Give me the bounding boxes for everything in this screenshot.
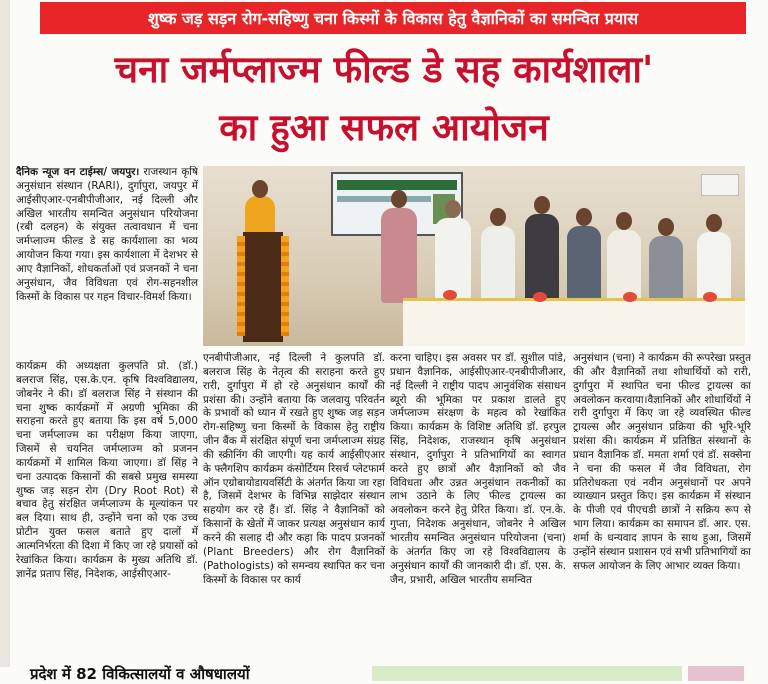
guest-person [567,226,601,302]
guest-person [381,208,417,303]
podium [243,232,283,342]
air-conditioner [701,174,739,196]
marigold-garland [281,236,289,336]
guest-person [525,214,559,302]
article-column-4 [573,352,751,662]
flower-decor [443,290,457,300]
article-column-1-top [16,166,198,360]
top-banner-text: शुष्क जड़ सड़न रोग-सहिष्णु चना किस्मों के विकास हेतु वैज्ञानिकों का समन्वित प्रयास [147,9,639,28]
guest-person [649,236,683,306]
top-banner [40,2,746,34]
flower-decor [703,292,717,302]
paragraph: कार्यक्रम की अध्यक्षता कुलपति प्रो. (डॉ.) बलराज सिंह, एस.के.एन. कृषि विश्वविद्यालय, जोबनेर ने की। डॉ बलराज सिंह ने संस्थान की चना शुष्क कार्यक्रमों में अग्रणी भूमिका की सराहना करते हुए बताया कि इस वर्ष 5,000 चना जर्मप्लाज्म का परीक्षण किया जाएगा, जिसमें से चयनित जर्मप्लाज्म को प्रजनन कार्यक्रमों में शामिल किया जाएगा। डॉ सिंह ने चना उत्पादक किसानों की सबसे प्रमुख समस्या शुष्क जड़ सड़न रोग (Dry Root Rot) से बचाव हेतु संरक्षित जर्मप्लाज्म के मूल्यांकन पर बल दिया। साथ ही, उन्होंने चना को एक उच्च प्रोटीन युक्त फसल बताते हुए दालों में आत्मनिर्भरता की दिशा में किए जा रहे प्रयासों को रेखांकित किया। कार्यक्रम के मुख्य अतिथि डॉ. ज्ञानेंद्र प्रताप सिंह, निदेशक, आईसीएआर- [16,360,198,580]
flower-decor [533,292,547,302]
dateline: दैनिक न्यूज वन टाईम्स/ जयपुर। [16,166,140,178]
guest-person [481,226,515,304]
article-column-2 [203,352,385,662]
stage-table [403,298,745,346]
next-article-headline: प्रदेश में 82 विकित्सालयों व औषधालयों [30,665,250,683]
paragraph: अनुसंधान (चना) ने कार्यक्रम की रूपरेखा प्रस्तुत की और वैज्ञानिकों तथा शोधार्थियों को रारी, दुर्गापुरा में स्थापित चना फील्ड ट्रायल्स का अवलोकन करवाया।वैज्ञानिकों और शोधार्थियों ने रारी दुर्गापुरा में किए जा रहे व्यवस्थित फील्ड ट्रायल्स और अनुसंधान प्रक्रिया की भूरि-भूरि प्रशंसा की। कार्यक्रम में प्रतिष्ठित संस्थानों के प्रधान वैज्ञानिक डॉ. ममता शर्मा एवं डॉ. सक्सेना ने चना की फसल में जैव विविधता, रोग प्रतिरोधकता एवं नवीन अनुसंधानों पर अपने व्याख्यान प्रस्तुत किए। इस कार्यक्रम में संस्थान के पीजी एवं पीएचडी छात्रों ने सक्रिय रूप से भाग लिया। कार्यक्रम का समापन डॉ. आर. एस. शर्मा के धन्यवाद ज्ञापन के साथ हुआ, जिसमें उन्होंने संस्थान प्रशासन एवं सभी प्रतिभागियों का सफल आयोजन के लिए आभार व्यक्त किया। [573,352,751,572]
headline-line-1: चना जर्मप्लाज्म फील्ड डे सह कार्यशाला' [114,48,654,91]
headline-line-2: का हुआ सफल आयोजन [219,106,549,149]
advertisement-strip [688,666,744,681]
article-column-3 [390,352,566,662]
event-photo [203,166,745,346]
marigold-garland [237,236,245,336]
paragraph: करना चाहिए। इस अवसर पर डॉ. सुशील पांडे, प्रधान वैज्ञानिक, आईसीएआर-एनबीपीजीआर, नई दिल्ली ने राष्ट्रीय पादप आनुवंशिक संसाधन ब्यूरो की भूमिका पर प्रकाश डालते हुए जर्मप्लाज्म संरक्षण के महत्व को रेखांकित किया। कार्यक्रम के विशिष्ट अतिथि डॉ. हरपुल सिंह, निदेशक, राजस्थान कृषि अनुसंधान संस्थान, दुर्गापुरा ने प्रतिभागियों का स्वागत करते हुए छात्रों और वैज्ञानिकों को जैव विविधता और उन्नत अनुसंधान तकनीकों का लाभ उठाने के लिए फील्ड ट्रायल्स का अवलोकन करने हेतु प्रेरित किया। डॉ. एन.के. गुप्ता, निदेशक अनुसंधान, जोबनेर ने अखिल भारतीय समन्वित अनुसंधान परियोजना (चना) के अंतर्गत किए जा रहे विश्वविद्यालय के अनुसंधान कार्यों की जानकारी दी। डॉ. एस. के. जैन, प्रभारी, अखिल भारतीय समन्वित [390,352,566,586]
flower-decor [623,292,637,302]
advertisement-strip [372,666,682,681]
paragraph: राजस्थान कृषि अनुसंधान संस्थान (RARI), दुर्गापुरा, जयपुर में आईसीएआर-एनबीपीजीआर, नई दिल्ली और अखिल भारतीय समन्वित अनुसंधान परियोजना (रबी दलहन) के संयुक्त तत्वावधान में चना जर्मप्लाज्म फील्ड डे सह कार्यशाला का भव्य आयोजन किया गया। इस कार्यशाला में देशभर से आए वैज्ञानिकों, शोधकर्ताओं एवं प्रजनकों ने चना अनुसंधान, जैव विविधता एवं रोग-सहनशील किस्मों के विकास पर गहन विचार-विमर्श किया। [16,166,198,303]
paragraph: एनबीपीजीआर, नई दिल्ली ने कुलपति डॉ. बलराज सिंह के नेतृत्व की सराहना करते हुए रारी, दुर्गापुरा में हो रहे अनुसंधान कार्यों की प्रशंसा की। उन्होंने बताया कि जलवायु परिवर्तन के प्रभावों को ध्यान में रखते हुए शुष्क जड़ सड़न रोग-सहिष्णु चना किस्मों के विकास हेतु राष्ट्रीय जीन बैंक में संरक्षित संपूर्ण चना जर्मप्लाज्म संग्रह की स्क्रीनिंग की जाएगी। यह कार्य आईसीएआर के फ्लैगशिप कार्यक्रम कंसोर्टियम रिसर्च प्लेटफार्म ऑन एग्रोबायोडायवर्सिटी के अंतर्गत किया जा रहा है, जिसमें देशभर के विभिन्न साझेदार संस्थान सहयोग कर रहे हैं। डॉ. सिंह ने वैज्ञानिकों को किसानों के खेतों में जाकर प्रत्यक्ष अनुसंधान कार्य करने की सलाह दी और कहा कि पादप प्रजनकों (Plant Breeders) और रोग वैज्ञानिकों (Pathologists) को समन्वय स्थापित कर चना किस्मों के विकास पर कार्य [203,352,385,586]
article-column-1-bottom [16,360,198,662]
